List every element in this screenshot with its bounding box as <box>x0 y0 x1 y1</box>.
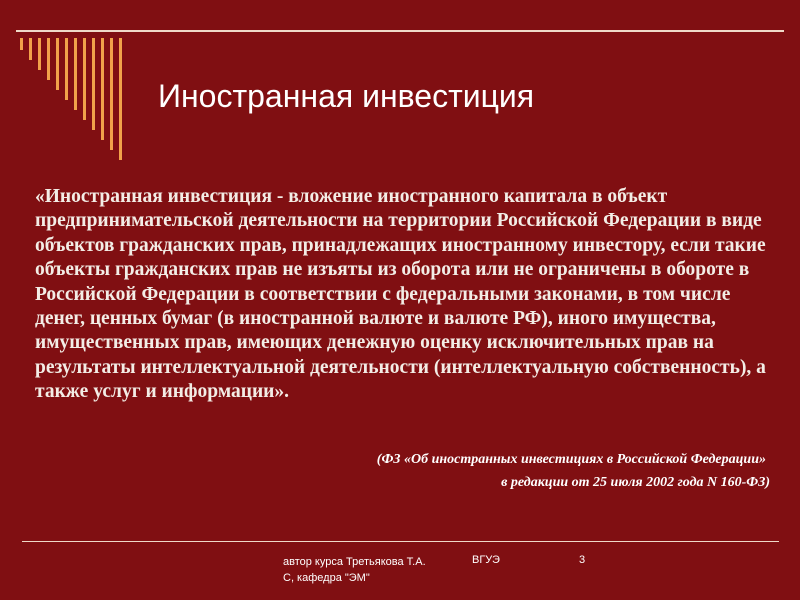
citation-law: (ФЗ «Об иностранных инвестициях в Российской Федерации» <box>376 452 766 467</box>
footer-organization: ВГУЭ <box>472 554 500 566</box>
stripe <box>83 38 86 120</box>
stripe <box>38 38 41 70</box>
bottom-divider-line <box>22 541 779 542</box>
definition-text: «Иностранная инвестиция - вложение иностранного капитала в объект предпринимательской деятельности на территории Российской Федерации в виде объектов гражданских прав, принадлежащих иностранному инвестору, если такие объекты гражданских прав не изъяты из оборота или не ограничены в обороте в Российской Федерации в соответствии с федеральными законами, в том числе денег, ценных бумаг (в иностранной валюте и валюте РФ), иного имущества, имущественных прав, имеющих денежную оценку исключительных прав на результаты интеллектуальной деятельности (интеллектуальную собственность), а также услуг и информации». <box>35 186 766 403</box>
stripe <box>101 38 104 140</box>
footer-author-line1: автор курса Третьякова Т.А. <box>283 556 426 568</box>
slide-title: Иностранная инвестиция <box>158 78 535 114</box>
footer-author <box>283 554 426 586</box>
stripe <box>20 38 23 50</box>
decorative-stripes <box>0 0 140 170</box>
stripe <box>119 38 122 160</box>
stripe <box>65 38 68 100</box>
stripe <box>110 38 113 150</box>
stripe <box>47 38 50 80</box>
stripe <box>74 38 77 110</box>
stripe <box>92 38 95 130</box>
citation-edition: в редакции от 25 июля 2002 года N 160-ФЗ) <box>501 475 770 490</box>
page-number: 3 <box>579 554 586 566</box>
stripe <box>56 38 59 90</box>
footer-author-line2: С, кафедра "ЭМ" <box>283 572 370 584</box>
stripe <box>29 38 32 60</box>
